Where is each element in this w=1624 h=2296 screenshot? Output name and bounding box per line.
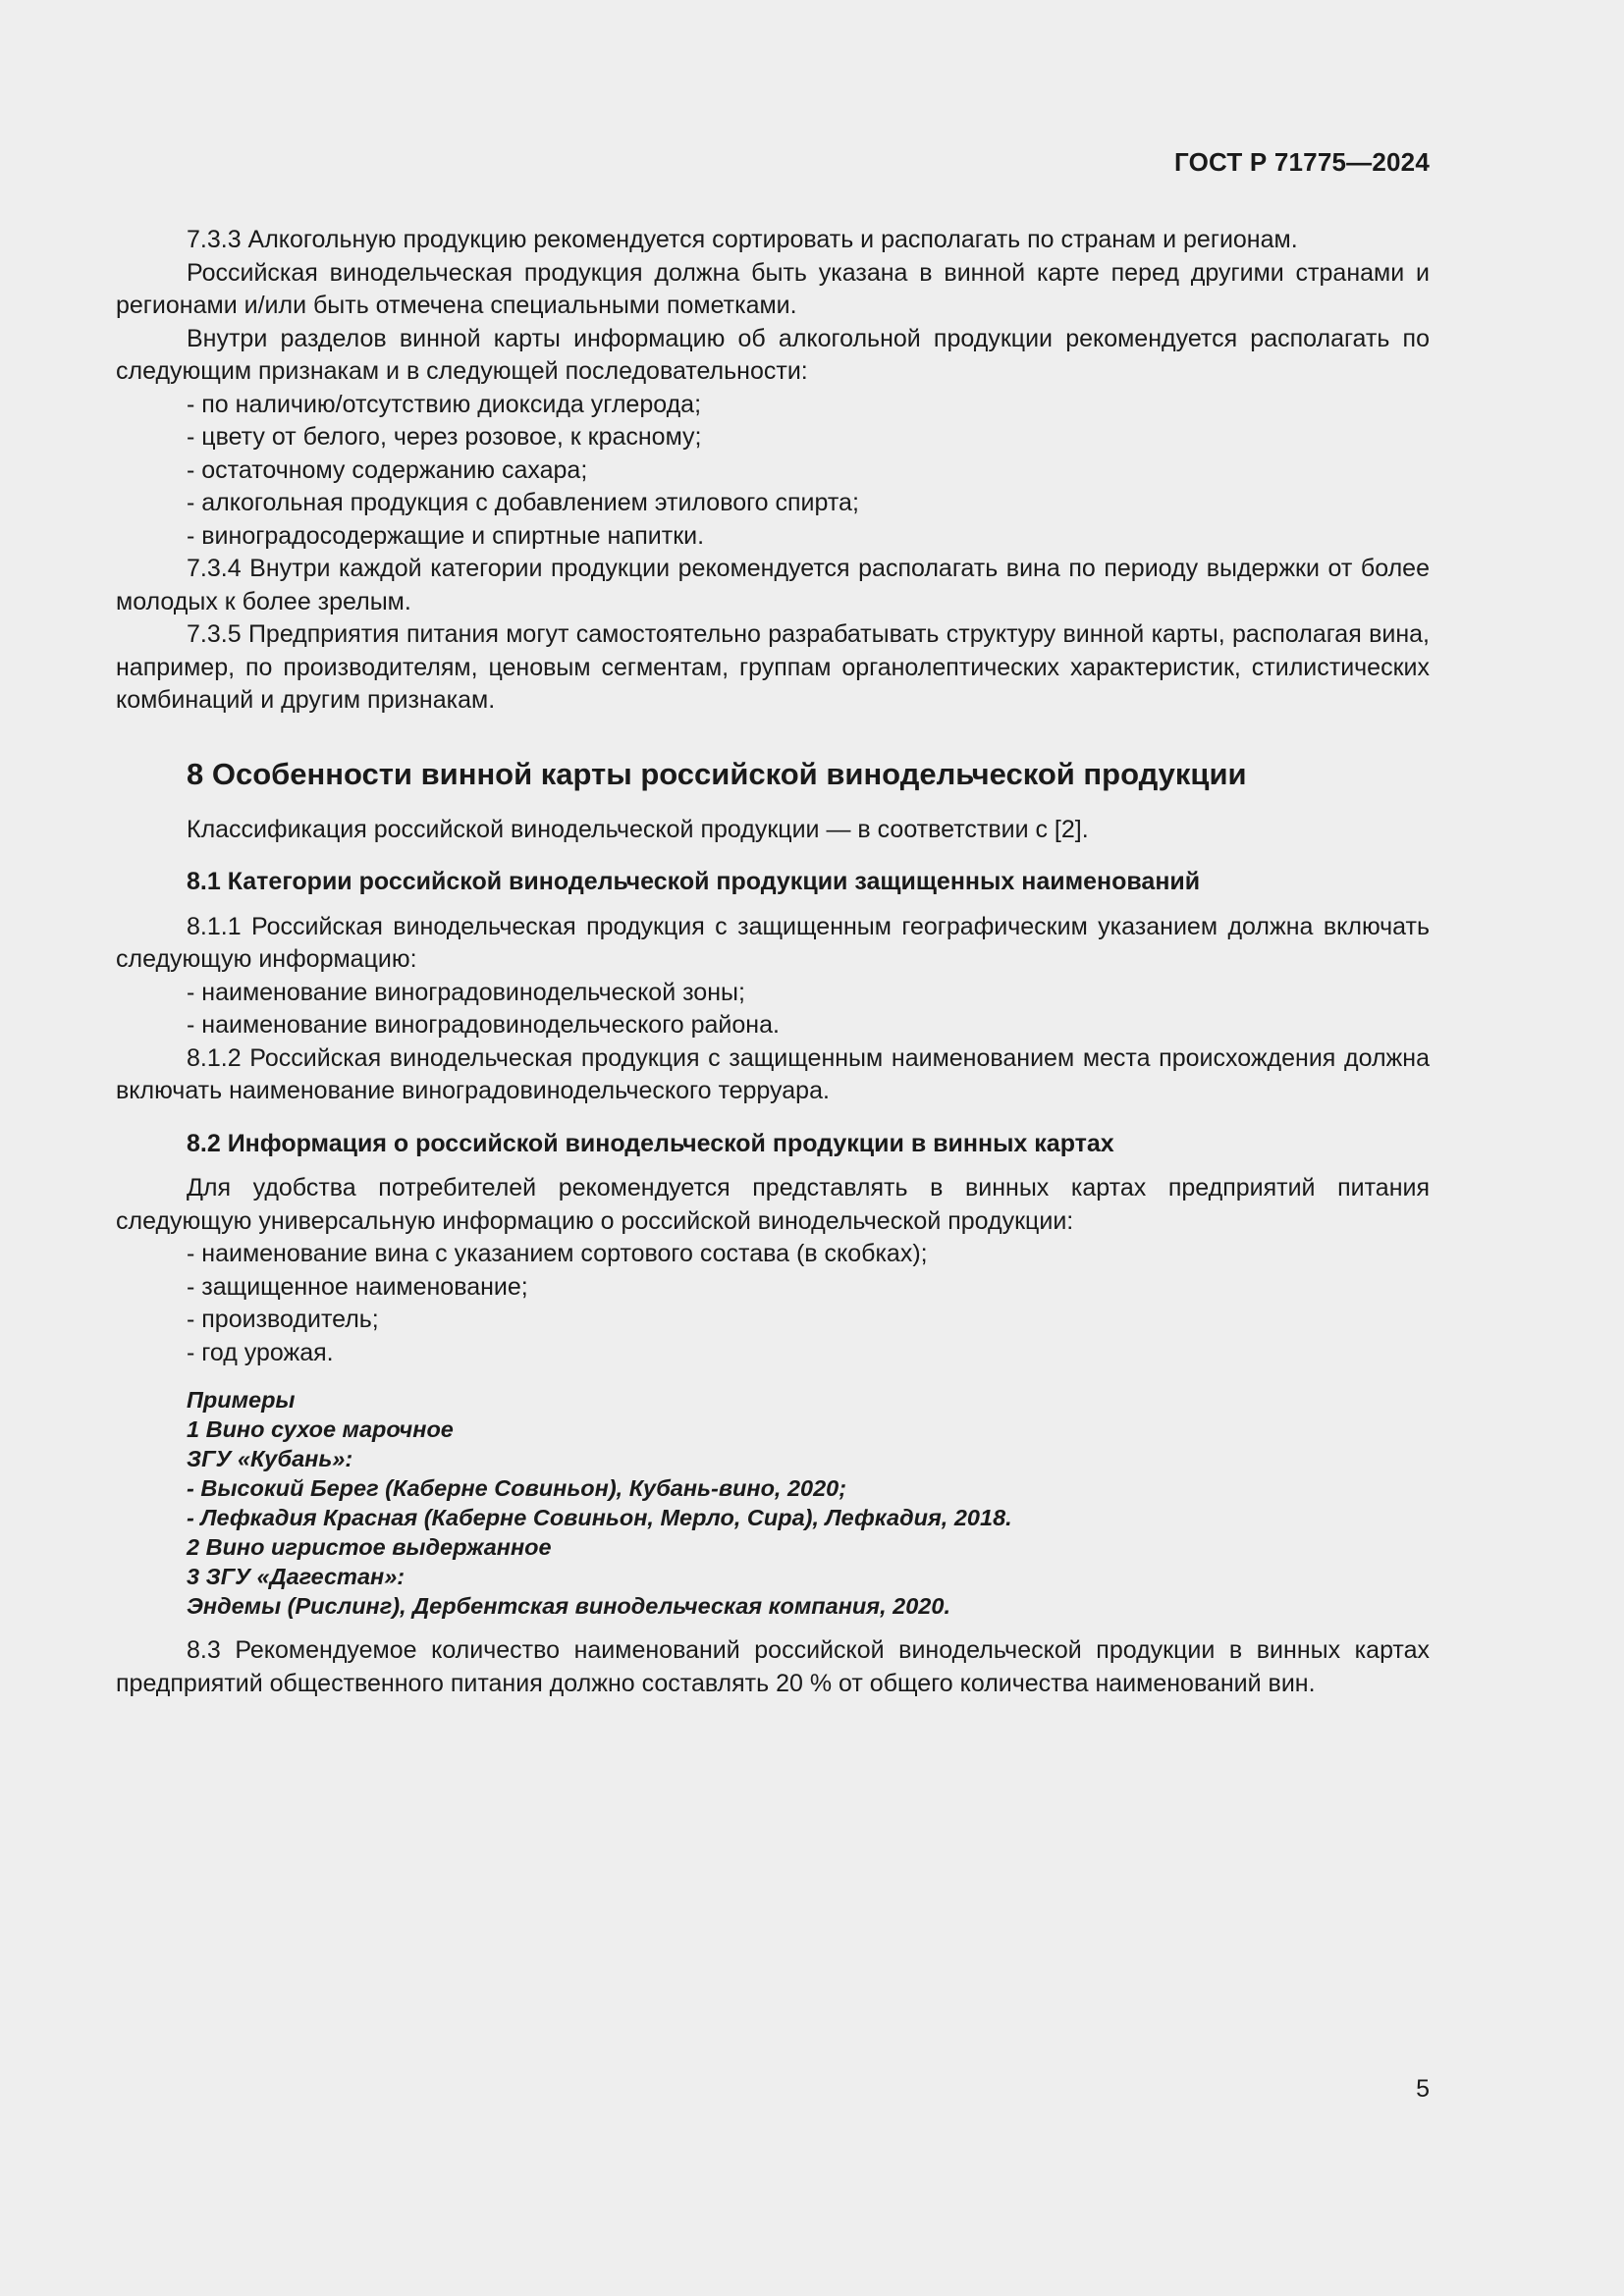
list-item: - наименование вина с указанием сортового состава (в скобках); xyxy=(187,1240,928,1267)
list-item: - год урожая. xyxy=(187,1338,334,1366)
list-item: - наименование виноградовинодельческого района. xyxy=(187,1011,780,1039)
example-line: 2 Вино игристое выдержанное xyxy=(187,1534,552,1560)
paragraph-sorting-criteria: Внутри разделов винной карты информацию об алкогольной продукции рекомендуется располагать по следующим признакам и в следующей последовательности: xyxy=(116,324,1430,385)
list-item: - цвету от белого, через розовое, к красному; xyxy=(187,423,702,451)
list-item: - алкогольная продукция с добавлением этилового спирта; xyxy=(187,489,859,516)
paragraph-8-1-1: 8.1.1 Российская винодельческая продукция с защищенным географическим указанием должна включать следующую информацию: xyxy=(116,912,1430,973)
paragraph-8-1-2: 8.1.2 Российская винодельческая продукция с защищенным наименованием места происхождения должна включать наименование виноградовинодельческого терруара. xyxy=(116,1043,1430,1104)
paragraph-russian-wine-priority: Российская винодельческая продукция должна быть указана в винной карте перед другими странами и регионами и/или быть отмечена специальными пометками. xyxy=(116,258,1430,319)
page-content xyxy=(116,224,1430,1700)
paragraph-7-3-3: 7.3.3 Алкогольную продукцию рекомендуется сортировать и располагать по странам и регионам. xyxy=(187,226,1298,253)
list-item: - защищенное наименование; xyxy=(187,1272,528,1301)
examples-block xyxy=(187,1385,1430,1621)
list-item: - остаточному содержанию сахара; xyxy=(187,455,588,484)
list-item: - наименование виноградовинодельческой зоны; xyxy=(187,978,745,1006)
section-8-2-heading: 8.2 Информация о российской винодельческой продукции в винных картах xyxy=(187,1129,1114,1157)
document-code-header: ГОСТ Р 71775—2024 xyxy=(1174,147,1430,177)
section-8-intro: Классификация российской винодельческой продукции — в соответствии с [2]. xyxy=(187,815,1089,843)
section-8-heading: 8 Особенности винной карты российской винодельческой продукции xyxy=(187,756,1247,791)
example-line: Эндемы (Рислинг), Дербентская винодельческая компания, 2020. xyxy=(187,1593,950,1619)
list-item: - по наличию/отсутствию диоксида углерода; xyxy=(187,390,702,418)
example-line: - Высокий Берег (Каберне Совиньон), Кубань-вино, 2020; xyxy=(187,1475,847,1501)
paragraph-8-2: Для удобства потребителей рекомендуется представлять в винных картах предприятий питания следующую универсальную информацию о российской винодельческой продукции: xyxy=(116,1174,1430,1235)
list-item: - виноградосодержащие и спиртные напитки. xyxy=(187,521,705,550)
paragraph-7-3-5: 7.3.5 Предприятия питания могут самостоятельно разрабатывать структуру винной карты, располагая вина, например, по производителям, ценовым сегментам, группам органолептических характеристик, стилистических комбинаций и другим признакам. xyxy=(116,620,1430,714)
example-line: 3 ЗГУ «Дагестан»: xyxy=(187,1564,406,1589)
example-line: 1 Вино сухое марочное xyxy=(187,1416,454,1442)
paragraph-8-3: 8.3 Рекомендуемое количество наименований российской винодельческой продукции в винных картах предприятий общественного питания должно составлять 20 % от общего количества наименований вин. xyxy=(116,1636,1430,1697)
examples-title: Примеры xyxy=(187,1387,296,1413)
example-line: ЗГУ «Кубань»: xyxy=(187,1446,353,1471)
example-line: - Лефкадия Красная (Каберне Совиньон, Мерло, Сира), Лефкадия, 2018. xyxy=(187,1505,1012,1530)
page-number: 5 xyxy=(1416,2075,1430,2103)
paragraph-7-3-4: 7.3.4 Внутри каждой категории продукции рекомендуется располагать вина по периоду выдержки от более молодых к более зрелым. xyxy=(116,555,1430,615)
section-8-1-heading: 8.1 Категории российской винодельческой продукции защищенных наименований xyxy=(187,868,1201,895)
list-item: - производитель; xyxy=(187,1306,379,1333)
